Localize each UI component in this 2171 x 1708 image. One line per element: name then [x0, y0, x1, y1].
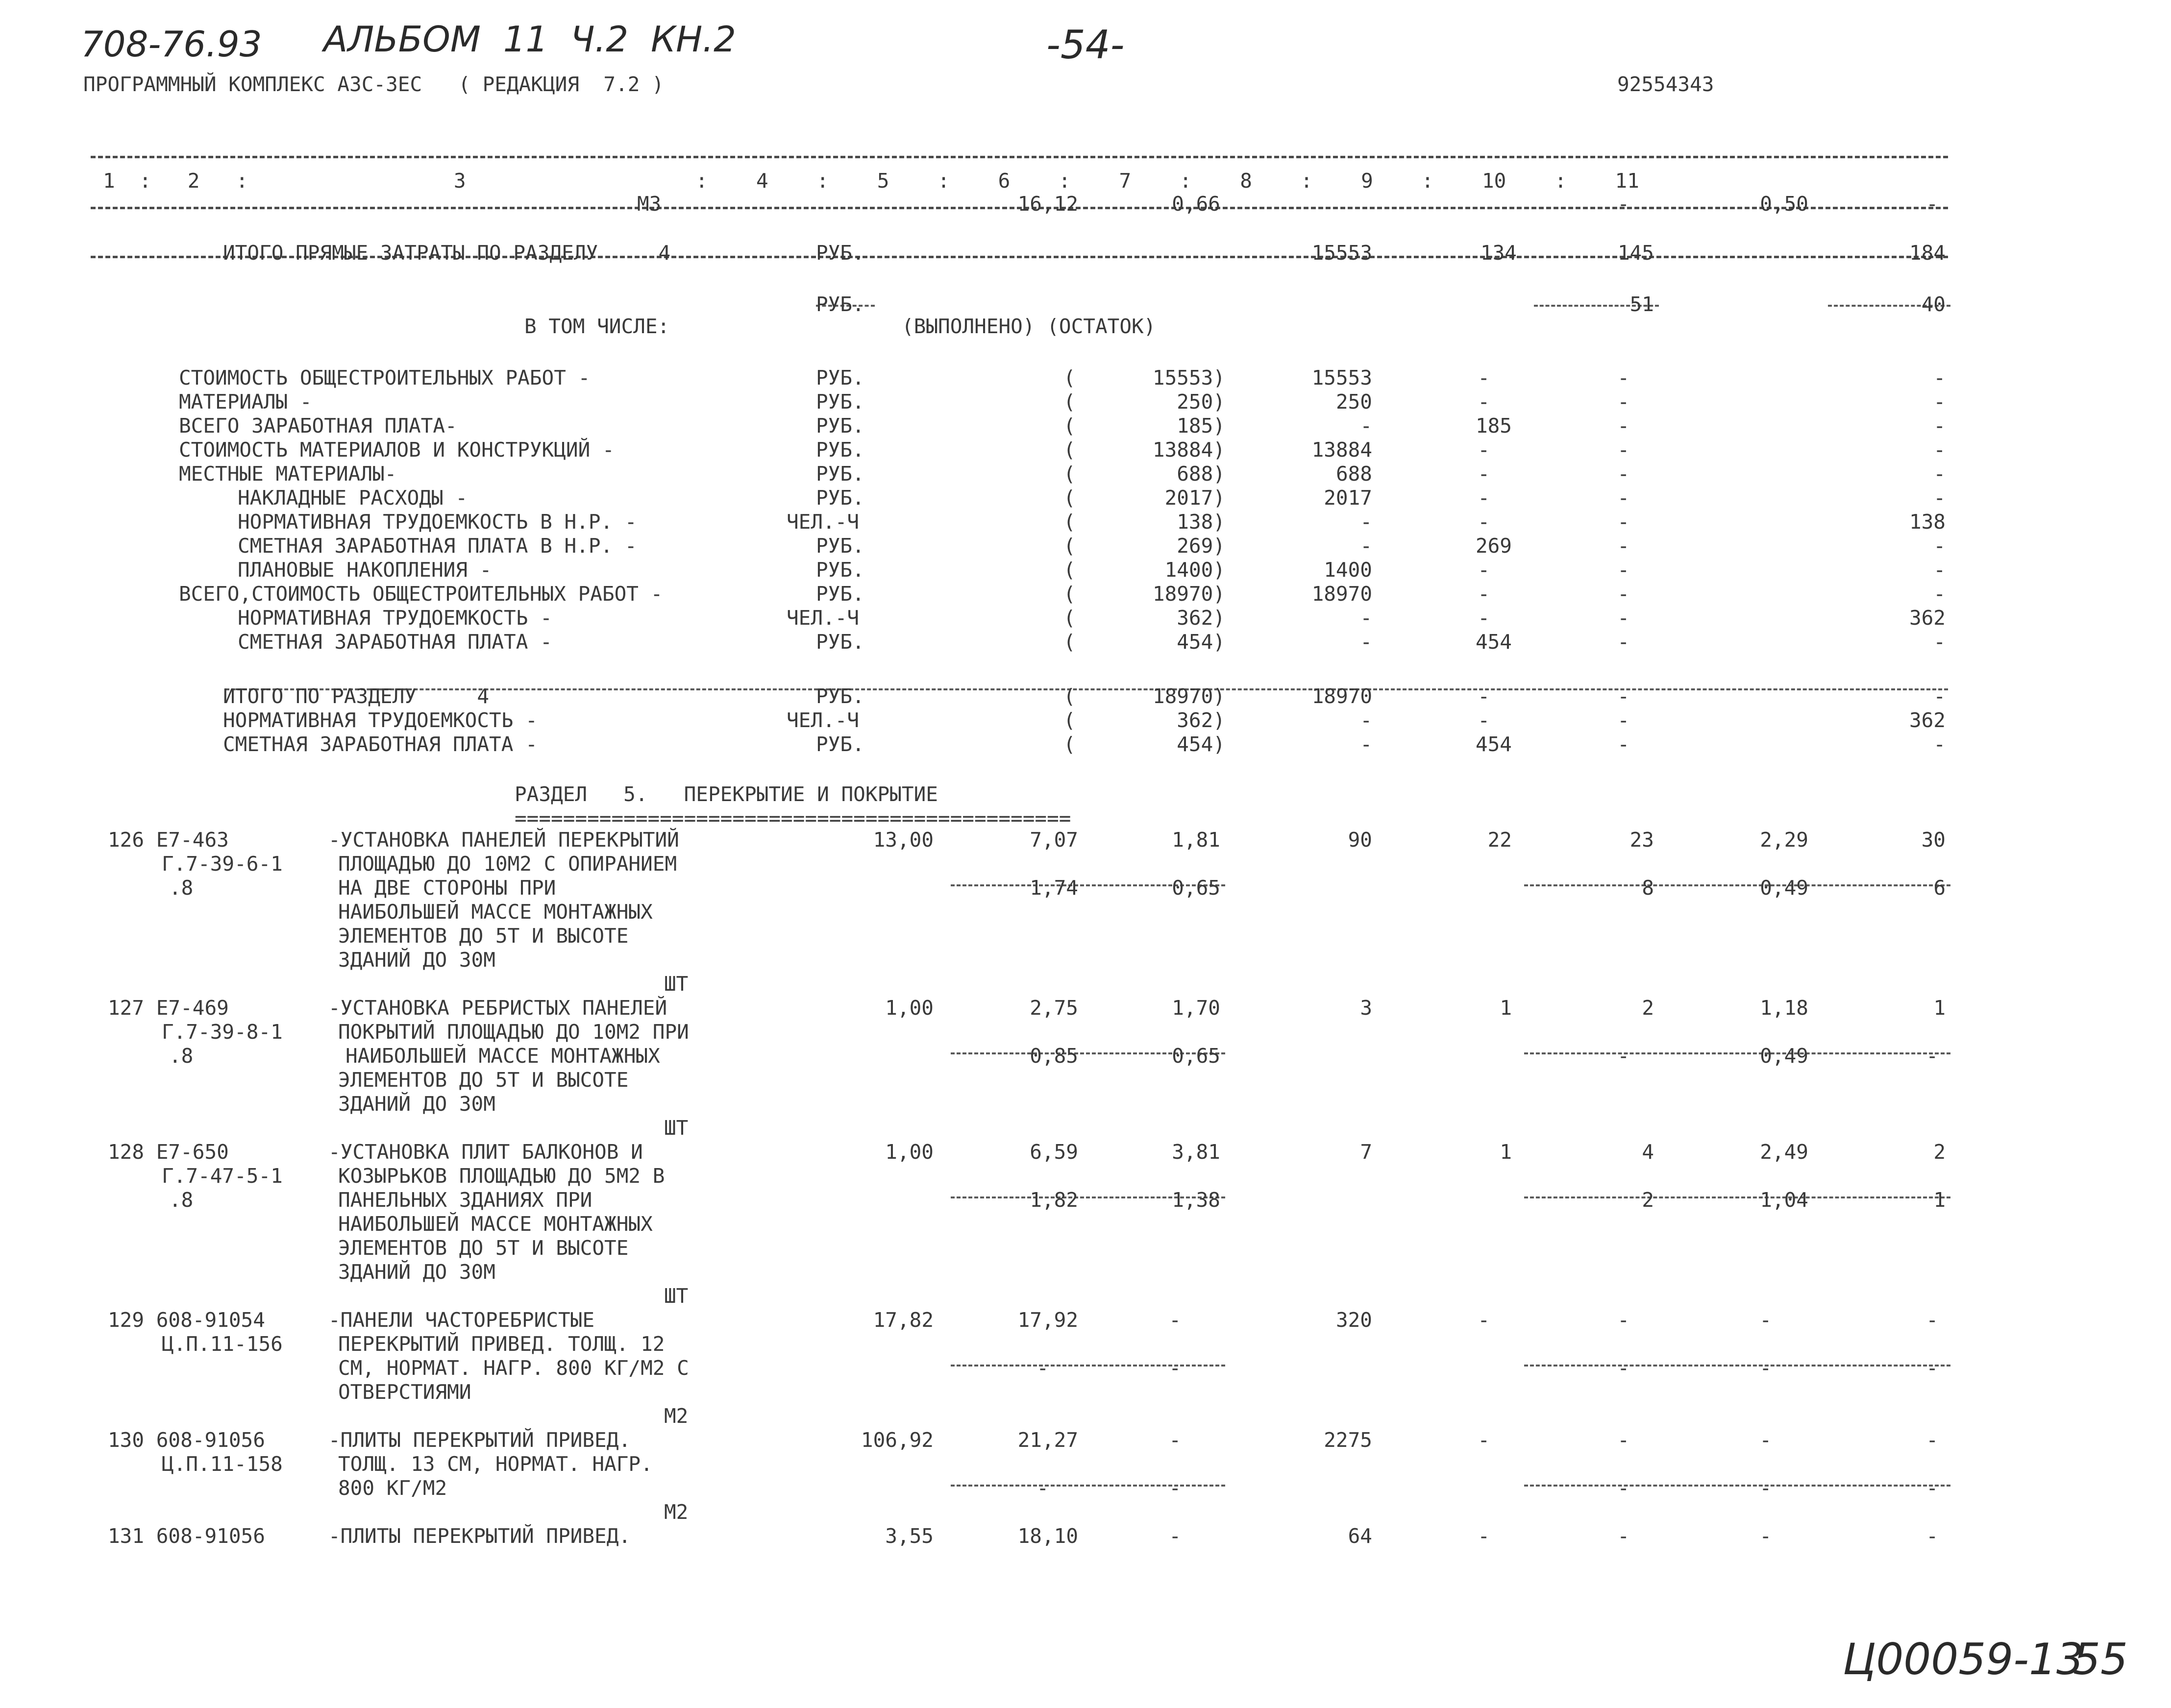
table-cell: НАИБОЛЬШЕЙ МАССЕ МОНТАЖНЫХ	[338, 900, 653, 924]
table-cell: 362)	[1177, 708, 1225, 732]
table-cell: -	[1617, 558, 1629, 582]
table-cell: РУБ.	[816, 438, 864, 462]
table-cell: -	[1617, 708, 1629, 732]
table-cell: МЕСТНЫЕ МАТЕРИАЛЫ-	[179, 462, 397, 486]
table-cell: НОРМАТИВНАЯ ТРУДОЕМКОСТЬ -	[223, 708, 538, 732]
item-128-fraction-line-right	[1524, 1196, 1950, 1198]
table-cell: СМЕТНАЯ ЗАРАБОТНАЯ ПЛАТА -	[238, 630, 552, 654]
table-cell: 0,65	[1172, 876, 1220, 900]
table-cell: -	[1478, 582, 1490, 606]
table-cell: (	[1063, 486, 1076, 510]
table-cell: 7,07	[1030, 828, 1078, 852]
table-cell: -	[1617, 390, 1629, 414]
table-cell: .8	[169, 876, 194, 900]
table-cell: 1	[1500, 1140, 1512, 1164]
table-cell: РУБ.	[816, 582, 864, 606]
table-cell: -	[1926, 1524, 1938, 1548]
table-cell: 454	[1475, 630, 1512, 654]
table-cell: -	[1759, 1476, 1772, 1500]
table-cell: 127 Е7-469	[108, 996, 229, 1020]
table-cell: -	[1169, 1308, 1181, 1332]
handwritten-page-number: 55	[2073, 1634, 2128, 1684]
table-cell: 1400	[1324, 558, 1372, 582]
page-number: -54-	[1046, 22, 1125, 68]
table-cell: РУБ.	[816, 630, 864, 654]
table-cell: -УСТАНОВКА РЕБРИСТЫХ ПАНЕЛЕЙ	[328, 996, 667, 1020]
table-cell: 0,66	[1172, 192, 1220, 216]
table-cell: (	[1063, 462, 1076, 486]
table-cell: -	[1617, 582, 1629, 606]
table-cell: 1,00	[885, 996, 934, 1020]
table-cell: -	[1360, 708, 1372, 732]
table-cell: (	[1063, 414, 1076, 438]
table-cell: 17,92	[1017, 1308, 1078, 1332]
table-cell: 131 608-91056	[108, 1524, 265, 1548]
table-cell: РУБ.	[816, 366, 864, 390]
table-cell: 1,74	[1030, 876, 1078, 900]
table-cell: 90	[1348, 828, 1372, 852]
table-cell: -ПЛИТЫ ПЕРЕКРЫТИЙ ПРИВЕД.	[328, 1428, 631, 1452]
handwritten-album: АЛЬБОМ 11 Ч.2 КН.2	[323, 19, 736, 60]
table-cell: 129 608-91054	[108, 1308, 265, 1332]
table-cell: 128 Е7-650	[108, 1140, 229, 1164]
table-cell: -	[1617, 462, 1629, 486]
table-cell: -УСТАНОВКА ПАНЕЛЕЙ ПЕРЕКРЫТИЙ	[328, 828, 679, 852]
table-cell: РУБ.	[816, 486, 864, 510]
table-cell: -	[1360, 732, 1372, 756]
table-cell: НОРМАТИВНАЯ ТРУДОЕМКОСТЬ -	[238, 606, 552, 630]
table-cell: -УСТАНОВКА ПЛИТ БАЛКОНОВ И	[328, 1140, 643, 1164]
table-cell: (	[1063, 630, 1076, 654]
table-cell: -	[1933, 462, 1946, 486]
table-cell: РУБ.	[816, 414, 864, 438]
table-cell: -	[1759, 1428, 1772, 1452]
table-cell: -	[1169, 1476, 1181, 1500]
table-cell: -	[1617, 684, 1629, 708]
table-cell: Г.7-39-6-1	[162, 852, 283, 876]
table-cell: НАИБОЛЬШЕЙ МАССЕ МОНТАЖНЫХ	[338, 1212, 653, 1236]
table-cell: -	[1478, 486, 1490, 510]
table-cell: -	[1169, 1428, 1181, 1452]
table-cell: МАТЕРИАЛЫ -	[179, 390, 312, 414]
table-cell: НАКЛАДНЫЕ РАСХОДЫ -	[238, 486, 468, 510]
table-cell: ЭЛЕМЕНТОВ ДО 5Т И ВЫСОТЕ	[338, 1068, 629, 1092]
table-cell: ЗДАНИЙ ДО 30М	[338, 1260, 495, 1284]
table-cell: -	[1933, 438, 1946, 462]
table-cell: 2017	[1324, 486, 1372, 510]
table-cell: ЭЛЕМЕНТОВ ДО 5Т И ВЫСОТЕ	[338, 924, 629, 948]
table-cell: СМ, НОРМАТ. НАГР. 800 КГ/М2 С	[338, 1356, 689, 1380]
table-cell: -	[1617, 414, 1629, 438]
table-cell: (	[1063, 558, 1076, 582]
table-cell: РАЗДЕЛ 5. ПЕРЕКРЫТИЕ И ПОКРЫТИЕ	[515, 782, 938, 806]
table-cell: (	[1063, 708, 1076, 732]
table-cell: ВСЕГО ЗАРАБОТНАЯ ПЛАТА-	[179, 414, 457, 438]
table-cell: Ц.П.11-158	[162, 1452, 283, 1476]
table-cell: 15553	[1311, 241, 1372, 265]
table-cell: ИТОГО ПО РАЗДЕЛУ 4	[223, 684, 490, 708]
table-cell: 7	[1360, 1140, 1372, 1164]
table-cell: -	[1933, 684, 1946, 708]
table-cell: -	[1617, 438, 1629, 462]
table-cell: -	[1478, 708, 1490, 732]
table-cell: 0,65	[1172, 1044, 1220, 1068]
table-cell: КОЗЫРЬКОВ ПЛОЩАДЬЮ ДО 5М2 В	[338, 1164, 665, 1188]
table-cell: 269	[1475, 534, 1512, 558]
item-127-fraction-line-right	[1524, 1052, 1950, 1054]
table-cell: -	[1478, 558, 1490, 582]
table-cell: -	[1478, 684, 1490, 708]
column-header: 1 : 2 : 3 : 4 : 5 : 6 : 7 : 8 : 9 : 10 : 11	[103, 169, 1639, 193]
table-cell: ЭЛЕМЕНТОВ ДО 5Т И ВЫСОТЕ	[338, 1236, 629, 1260]
table-cell: 106,92	[861, 1428, 934, 1452]
handwritten-code: 708-76.93	[81, 24, 262, 65]
table-cell: 18970	[1311, 582, 1372, 606]
table-cell: ПОКРЫТИЙ ПЛОЩАДЬЮ ДО 10М2 ПРИ	[338, 1020, 689, 1044]
table-cell: -	[1926, 1308, 1938, 1332]
table-cell: -	[1926, 1476, 1938, 1500]
table-cell: (	[1063, 438, 1076, 462]
table-top-rule	[91, 156, 1948, 158]
table-cell: -	[1169, 1524, 1181, 1548]
table-cell: (	[1063, 732, 1076, 756]
table-cell: 269)	[1177, 534, 1225, 558]
table-cell: СМЕТНАЯ ЗАРАБОТНАЯ ПЛАТА -	[223, 732, 538, 756]
table-cell: -	[1759, 1356, 1772, 1380]
item-130-fraction-line-right	[1524, 1485, 1950, 1487]
table-cell: -	[1933, 630, 1946, 654]
table-cell: РУБ.	[816, 558, 864, 582]
table-cell: РУБ.	[816, 390, 864, 414]
table-cell: (	[1063, 390, 1076, 414]
table-cell: 1,70	[1172, 996, 1220, 1020]
table-cell: -	[1478, 606, 1490, 630]
table-cell: -	[1617, 630, 1629, 654]
table-cell: 454	[1475, 732, 1512, 756]
table-cell: 6	[1933, 876, 1946, 900]
table-cell: 362	[1909, 606, 1946, 630]
table-cell: 1,38	[1172, 1188, 1220, 1212]
table-cell: 3,55	[885, 1524, 934, 1548]
table-cell: -	[1360, 606, 1372, 630]
table-cell: -	[1926, 1356, 1938, 1380]
table-cell: 6,59	[1030, 1140, 1078, 1164]
table-cell: 138)	[1177, 510, 1225, 534]
table-cell: 126 Е7-463	[108, 828, 229, 852]
table-cell: -	[1933, 558, 1946, 582]
table-cell: (	[1063, 606, 1076, 630]
table-cell: -	[1617, 192, 1629, 216]
program-title: ПРОГРАММНЫЙ КОМПЛЕКС АЗС-ЗЕС ( РЕДАКЦИЯ 7.2 )	[83, 73, 664, 96]
table-cell: -	[1617, 1044, 1629, 1068]
item-129-fraction-line	[951, 1365, 1225, 1366]
table-cell: -	[1478, 1308, 1490, 1332]
table-cell: СМЕТНАЯ ЗАРАБОТНАЯ ПЛАТА В Н.Р. -	[238, 534, 637, 558]
table-cell: -	[1478, 366, 1490, 390]
table-cell: -	[1360, 630, 1372, 654]
table-cell: 1,00	[885, 1140, 934, 1164]
document-number: 92554343	[1617, 73, 1714, 96]
table-cell: -	[1360, 510, 1372, 534]
table-cell: 21,27	[1017, 1428, 1078, 1452]
table-cell: (	[1063, 510, 1076, 534]
table-cell: 1	[1500, 996, 1512, 1020]
table-cell: 2	[1642, 996, 1654, 1020]
table-cell: 18970)	[1152, 684, 1225, 708]
table-cell: 2,49	[1760, 1140, 1808, 1164]
table-cell: РУБ.	[816, 462, 864, 486]
table-cell: 1,82	[1030, 1188, 1078, 1212]
table-cell: Г.7-39-8-1	[162, 1020, 283, 1044]
table-cell: 2,75	[1030, 996, 1078, 1020]
table-cell: ЗДАНИЙ ДО 30М	[338, 948, 495, 972]
table-cell: 688)	[1177, 462, 1225, 486]
table-cell: -	[1478, 390, 1490, 414]
table-cell: 250)	[1177, 390, 1225, 414]
table-cell: СТОИМОСТЬ ОБЩЕСТРОИТЕЛЬНЫХ РАБОТ -	[179, 366, 591, 390]
table-cell: .8	[169, 1044, 194, 1068]
table-cell: ИТОГО ПРЯМЫЕ ЗАТРАТЫ ПО РАЗДЕЛУ 4	[223, 241, 671, 265]
table-cell: 688	[1335, 462, 1372, 486]
table-cell: 8	[1642, 876, 1654, 900]
table-cell: 362)	[1177, 606, 1225, 630]
table-cell: (	[1063, 534, 1076, 558]
table-cell: Г.7-47-5-1	[162, 1164, 283, 1188]
table-cell: 30	[1921, 828, 1946, 852]
table-cell: 15553	[1311, 366, 1372, 390]
table-cell: 18,10	[1017, 1524, 1078, 1548]
item-129-fraction-line-right	[1524, 1365, 1950, 1366]
table-cell: 1,18	[1760, 996, 1808, 1020]
table-cell: 2017)	[1164, 486, 1225, 510]
table-cell: -	[1617, 1308, 1629, 1332]
table-cell: -	[1933, 366, 1946, 390]
table-cell: ПАНЕЛЬНЫХ ЗДАНИЯХ ПРИ	[338, 1188, 592, 1212]
table-cell: 16,12	[1017, 192, 1078, 216]
table-cell: 4	[1642, 1140, 1654, 1164]
table-cell: -	[1933, 390, 1946, 414]
table-cell: 454)	[1177, 630, 1225, 654]
table-cell: ЗДАНИЙ ДО 30М	[338, 1092, 495, 1116]
table-cell: ЧЕЛ.-Ч	[787, 606, 860, 630]
table-cell: -	[1759, 1524, 1772, 1548]
table-cell: 17,82	[873, 1308, 934, 1332]
table-cell: ТОЛЩ. 13 СМ, НОРМАТ. НАГР.	[338, 1452, 653, 1476]
table-cell: 51	[1629, 293, 1654, 316]
handwritten-doc-code: Ц00059-13	[1843, 1634, 2084, 1684]
table-cell: 2,29	[1760, 828, 1808, 852]
table-cell: -	[1617, 510, 1629, 534]
table-cell: ШТ	[664, 1116, 689, 1140]
table-cell: (ВЫПОЛНЕНО) (ОСТАТОК)	[902, 315, 1156, 338]
table-cell: 3	[1360, 996, 1372, 1020]
table-cell: -	[1617, 1476, 1629, 1500]
table-cell: 185)	[1177, 414, 1225, 438]
table-cell: 134	[1480, 241, 1517, 265]
table-cell: -	[1617, 486, 1629, 510]
table-cell: -	[1617, 1356, 1629, 1380]
table-cell: 18970	[1311, 684, 1372, 708]
table-cell: 185	[1475, 414, 1512, 438]
table-cell: -	[1933, 486, 1946, 510]
table-cell: 15553)	[1152, 366, 1225, 390]
table-cell: 1	[1933, 1188, 1946, 1212]
table-cell: 1,04	[1760, 1188, 1808, 1212]
table-cell: В ТОМ ЧИСЛЕ:	[524, 315, 670, 338]
table-cell: 13884	[1311, 438, 1372, 462]
table-cell: НОРМАТИВНАЯ ТРУДОЕМКОСТЬ В Н.Р. -	[238, 510, 637, 534]
table-cell: 1	[1933, 996, 1946, 1020]
table-cell: -	[1933, 582, 1946, 606]
table-cell: ШТ	[664, 972, 689, 996]
table-cell: НА ДВЕ СТОРОНЫ ПРИ	[338, 876, 556, 900]
table-cell: -	[1478, 438, 1490, 462]
table-cell: -	[1759, 1308, 1772, 1332]
table-cell: 13884)	[1152, 438, 1225, 462]
table-cell: 3,81	[1172, 1140, 1220, 1164]
table-cell: 1400)	[1164, 558, 1225, 582]
table-cell: -ПЛИТЫ ПЕРЕКРЫТИЙ ПРИВЕД.	[328, 1524, 631, 1548]
table-cell: ЧЕЛ.-Ч	[787, 708, 860, 732]
table-cell: -	[1617, 534, 1629, 558]
table-cell: НАИБОЛЬШЕЙ МАССЕ МОНТАЖНЫХ	[345, 1044, 660, 1068]
table-cell: -	[1617, 606, 1629, 630]
table-cell: -	[1933, 414, 1946, 438]
table-cell: ПЕРЕКРЫТИЙ ПРИВЕД. ТОЛЩ. 12	[338, 1332, 665, 1356]
table-cell: 40	[1921, 293, 1946, 316]
table-cell: 0,85	[1030, 1044, 1078, 1068]
table-cell: -	[1617, 366, 1629, 390]
table-cell: 2275	[1324, 1428, 1372, 1452]
table-cell: -	[1169, 1356, 1181, 1380]
table-cell: РУБ.	[816, 732, 864, 756]
table-cell: -	[1478, 1524, 1490, 1548]
table-cell: ШТ	[664, 1284, 689, 1308]
table-cell: -	[1933, 732, 1946, 756]
table-cell: ПЛОЩАДЬЮ ДО 10М2 С ОПИРАНИЕМ	[338, 852, 677, 876]
table-cell: РУБ.	[816, 293, 864, 316]
table-cell: ЧЕЛ.-Ч	[787, 510, 860, 534]
table-cell: -	[1360, 534, 1372, 558]
table-cell: -	[1926, 192, 1938, 216]
table-cell: 0,49	[1760, 876, 1808, 900]
table-cell: (	[1063, 582, 1076, 606]
table-cell: (	[1063, 684, 1076, 708]
table-cell: -	[1926, 1428, 1938, 1452]
table-cell: ПЛАНОВЫЕ НАКОПЛЕНИЯ -	[238, 558, 492, 582]
table-cell: 138	[1909, 510, 1946, 534]
table-cell: 800 КГ/М2	[338, 1476, 447, 1500]
table-cell: 454)	[1177, 732, 1225, 756]
table-cell: 23	[1629, 828, 1654, 852]
table-cell: 64	[1348, 1524, 1372, 1548]
table-cell: -	[1478, 1428, 1490, 1452]
table-cell: 250	[1335, 390, 1372, 414]
table-cell: 145	[1617, 241, 1654, 265]
table-cell: 2	[1642, 1188, 1654, 1212]
table-cell: .8	[169, 1188, 194, 1212]
table-cell: 22	[1487, 828, 1512, 852]
table-cell: 184	[1909, 241, 1946, 265]
table-cell: ВСЕГО,СТОИМОСТЬ ОБЩЕСТРОИТЕЛЬНЫХ РАБОТ -	[179, 582, 663, 606]
table-cell: 2	[1933, 1140, 1946, 1164]
table-cell: -	[1360, 414, 1372, 438]
table-cell: ОТВЕРСТИЯМИ	[338, 1380, 471, 1404]
table-cell: РУБ.	[816, 534, 864, 558]
table-cell: Ц.П.11-156	[162, 1332, 283, 1356]
table-cell: -	[1036, 1476, 1049, 1500]
table-cell: РУБ.	[816, 684, 864, 708]
table-cell: СТОИМОСТЬ МАТЕРИАЛОВ И КОНСТРУКЦИЙ -	[179, 438, 615, 462]
table-cell: М3	[637, 192, 662, 216]
table-cell: -ПАНЕЛИ ЧАСТОРЕБРИСТЫЕ	[328, 1308, 595, 1332]
table-cell: -	[1617, 1428, 1629, 1452]
table-cell: 320	[1335, 1308, 1372, 1332]
table-cell: -	[1617, 732, 1629, 756]
table-cell: -	[1933, 534, 1946, 558]
table-cell: (	[1063, 366, 1076, 390]
table-cell: -	[1478, 510, 1490, 534]
table-cell: 0,50	[1760, 192, 1808, 216]
table-cell: М2	[664, 1500, 689, 1524]
table-cell: -	[1926, 1044, 1938, 1068]
table-cell: 1,81	[1172, 828, 1220, 852]
table-cell: -	[1036, 1356, 1049, 1380]
table-cell: М2	[664, 1404, 689, 1428]
table-cell: 18970)	[1152, 582, 1225, 606]
table-cell: ==============================================	[515, 806, 1071, 830]
table-cell: 13,00	[873, 828, 934, 852]
item-126-fraction-line-right	[1524, 884, 1950, 886]
item-130-fraction-line	[951, 1485, 1225, 1487]
table-cell: 130 608-91056	[108, 1428, 265, 1452]
table-cell: -	[1617, 1524, 1629, 1548]
table-cell: 0,49	[1760, 1044, 1808, 1068]
table-cell: 362	[1909, 708, 1946, 732]
table-cell: РУБ.	[816, 241, 864, 265]
table-cell: -	[1478, 462, 1490, 486]
